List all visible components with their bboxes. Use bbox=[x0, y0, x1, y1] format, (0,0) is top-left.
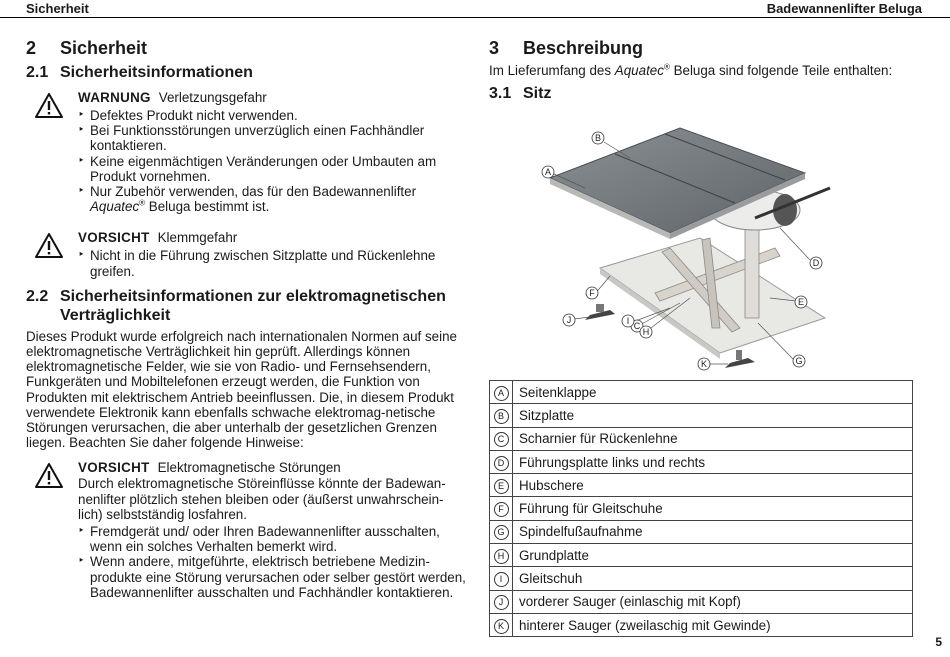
caution-emc-notice bbox=[26, 460, 466, 600]
part-key-cell bbox=[490, 520, 513, 543]
part-label: Gleitschuh bbox=[513, 567, 913, 590]
label-g: G bbox=[795, 356, 803, 367]
part-key: B bbox=[494, 409, 509, 424]
brand-name: Aquatec bbox=[614, 63, 664, 78]
part-label: Scharnier für Rückenlehne bbox=[513, 427, 913, 450]
section-2-title: Sicherheit bbox=[60, 38, 148, 58]
leader-line bbox=[780, 228, 810, 260]
caution-keyword: VORSICHT bbox=[78, 460, 150, 476]
warning-triangle-icon bbox=[34, 462, 64, 489]
table-row bbox=[490, 450, 913, 473]
label-d-marker bbox=[810, 257, 822, 269]
part-key: A bbox=[494, 386, 509, 401]
caution-text: Durch elektromagnetische Störeinflüsse könnte der Badewan-nenlifter plötzlich stehen bleiben oder (äußerst unwahrschein-lich) selbstständig losfahren. bbox=[78, 476, 446, 522]
front-suction-cup-head bbox=[596, 304, 604, 312]
warning-keyword: WARNUNG bbox=[78, 90, 151, 105]
section-3-number: 3 bbox=[489, 38, 500, 58]
warning-notice bbox=[26, 90, 466, 214]
warning-triangle-icon bbox=[34, 232, 64, 259]
table-row bbox=[490, 520, 913, 543]
section-3-title: Beschreibung bbox=[523, 38, 644, 58]
page-header bbox=[0, 0, 950, 18]
section-2-2-number: 2.2 bbox=[26, 287, 49, 305]
section-3-1-title: Sitz bbox=[523, 85, 552, 103]
part-key-cell bbox=[490, 613, 513, 636]
part-key-cell bbox=[490, 474, 513, 497]
section-3-1-heading bbox=[489, 84, 919, 103]
section-2-number: 2 bbox=[26, 38, 37, 58]
caution-label: Klemmgefahr bbox=[157, 230, 238, 246]
part-label: vorderer Sauger (einlaschig mit Kopf) bbox=[513, 590, 913, 613]
part-key-cell bbox=[490, 567, 513, 590]
part-label: Führungsplatte links und rechts bbox=[513, 450, 913, 473]
label-j-marker bbox=[563, 314, 575, 326]
warning-label: Verletzungsgefahr bbox=[158, 90, 267, 105]
page-number: 5 bbox=[935, 635, 942, 649]
part-label: Hubschere bbox=[513, 474, 913, 497]
label-b-marker bbox=[592, 132, 604, 144]
list-item bbox=[78, 184, 466, 214]
list-item-text: Nur Zubehör verwenden, das für den Badewannenlifter bbox=[90, 184, 417, 200]
part-label: Seitenklappe bbox=[513, 381, 913, 404]
table-row bbox=[490, 613, 913, 636]
warning-triangle-icon bbox=[34, 92, 64, 119]
caution-list bbox=[78, 524, 466, 600]
list-item: ‣ Wenn andere, mitgeführte, elektrisch betriebene Medizin-produkte eine Störung verursachen oder selber gestört werden, Badewannenlifter ausschalten und Fachhändler kontaktieren. bbox=[78, 554, 466, 600]
intro-text: Beluga sind folgende Teile enthalten: bbox=[669, 63, 893, 78]
table-row bbox=[490, 474, 913, 497]
parts-table bbox=[489, 380, 913, 637]
label-h: H bbox=[642, 327, 650, 338]
part-label: hinterer Sauger (zweilaschig mit Gewinde) bbox=[513, 613, 913, 636]
label-g-marker bbox=[793, 355, 805, 367]
label-b: B bbox=[594, 133, 602, 144]
header-product-name: Badewannenlifter Beluga bbox=[766, 1, 922, 16]
label-i-marker bbox=[622, 315, 634, 327]
part-key-cell bbox=[490, 404, 513, 427]
part-label: Sitzplatte bbox=[513, 404, 913, 427]
label-k-marker bbox=[698, 358, 710, 370]
label-h-marker bbox=[640, 326, 652, 338]
section-2-2-heading bbox=[26, 287, 466, 325]
caution-list bbox=[78, 248, 466, 278]
table-row bbox=[490, 404, 913, 427]
section-2-1-title: Sicherheitsinformationen bbox=[60, 64, 253, 81]
brand-name: Aquatec bbox=[90, 199, 140, 215]
section-3-heading bbox=[489, 36, 919, 60]
rear-suction-cup-head bbox=[736, 350, 742, 360]
label-i: I bbox=[626, 316, 630, 327]
part-key: D bbox=[494, 456, 509, 471]
part-key: J bbox=[494, 595, 509, 610]
list-item: ‣ Bei Funktionsstörungen unverzüglich einen Fachhändler kontaktieren. bbox=[78, 123, 466, 153]
caution-pinch-notice bbox=[26, 230, 466, 278]
section-3-1-number: 3.1 bbox=[489, 85, 512, 103]
label-e-marker bbox=[795, 296, 807, 308]
label-a: A bbox=[544, 167, 552, 178]
table-row bbox=[490, 381, 913, 404]
section-2-1-heading bbox=[26, 63, 466, 82]
part-key: I bbox=[494, 572, 509, 587]
list-item: ‣ Nicht in die Führung zwischen Sitzplatte und Rückenlehne greifen. bbox=[78, 248, 466, 278]
list-item: ‣ Defektes Produkt nicht verwenden. bbox=[78, 108, 466, 123]
label-d: D bbox=[812, 258, 820, 269]
part-key-cell bbox=[490, 427, 513, 450]
part-key-cell bbox=[490, 450, 513, 473]
caution-label: Elektromagnetische Störungen bbox=[157, 460, 341, 476]
part-key: C bbox=[494, 432, 509, 447]
table-row bbox=[490, 544, 913, 567]
emc-paragraph: Dieses Produkt wurde erfolgreich nach internationalen Normen auf seine elektromagnetische Verträglichkeit hin geprüft. Allerdings können elektromagnetische Felder, wie sie von Radio- und Fernsehsendern, Funkgeräten und Mobiltelefonen erzeugt werden, die Funktion von Produkten mit elektrischem Antrieb beeinflussen. Die, in diesem Produkt verwendete Elektronik kann ebenfalls schwache elektromag-netische Störungen verursachen, die aber unterhalb der gesetzlichen Grenzen liegen. Beachten Sie daher folgende Hinweise: bbox=[26, 328, 457, 451]
table-row bbox=[490, 567, 913, 590]
part-label: Grundplatte bbox=[513, 544, 913, 567]
right-column bbox=[489, 36, 919, 103]
header-section-name: Sicherheit bbox=[26, 1, 89, 16]
registered-mark: ® bbox=[663, 62, 670, 72]
part-key-cell bbox=[490, 497, 513, 520]
seat-diagram bbox=[530, 118, 860, 378]
label-j: J bbox=[566, 315, 572, 326]
part-label: Führung für Gleitschuhe bbox=[513, 497, 913, 520]
part-key: H bbox=[494, 549, 509, 564]
label-e: E bbox=[797, 297, 805, 308]
label-k: K bbox=[700, 359, 708, 370]
warning-list bbox=[78, 108, 466, 214]
label-a-marker bbox=[542, 166, 554, 178]
caution-keyword: VORSICHT bbox=[78, 230, 150, 246]
registered-mark: ® bbox=[139, 198, 146, 208]
part-key: E bbox=[494, 479, 509, 494]
part-key: G bbox=[494, 525, 509, 540]
label-c: C bbox=[633, 321, 641, 332]
table-row bbox=[490, 497, 913, 520]
part-key-cell bbox=[490, 544, 513, 567]
part-key-cell bbox=[490, 590, 513, 613]
part-key-cell bbox=[490, 381, 513, 404]
section-3-intro bbox=[489, 63, 919, 78]
label-f-marker bbox=[586, 287, 598, 299]
list-item: ‣ Fremdgerät und/ oder Ihren Badewannenlifter ausschalten, wenn ein solches Verhalten bemerkt wird. bbox=[78, 524, 466, 554]
part-label: Spindelfußaufnahme bbox=[513, 520, 913, 543]
section-2-heading bbox=[26, 36, 466, 60]
left-column bbox=[26, 36, 466, 600]
list-item-text: Beluga bestimmt ist. bbox=[145, 199, 270, 215]
part-key: K bbox=[494, 619, 509, 634]
list-item: ‣ Keine eigenmächtigen Veränderungen oder Umbauten am Produkt vornehmen. bbox=[78, 154, 466, 184]
table-row bbox=[490, 590, 913, 613]
intro-text: Im Lieferumfang des bbox=[489, 63, 615, 78]
label-f: F bbox=[589, 288, 595, 299]
section-2-1-number: 2.1 bbox=[26, 64, 49, 81]
section-2-2-title: Sicherheitsinformationen zur elektromagnetischen Verträglichkeit bbox=[60, 287, 446, 324]
part-key: F bbox=[494, 502, 509, 517]
table-row bbox=[490, 427, 913, 450]
